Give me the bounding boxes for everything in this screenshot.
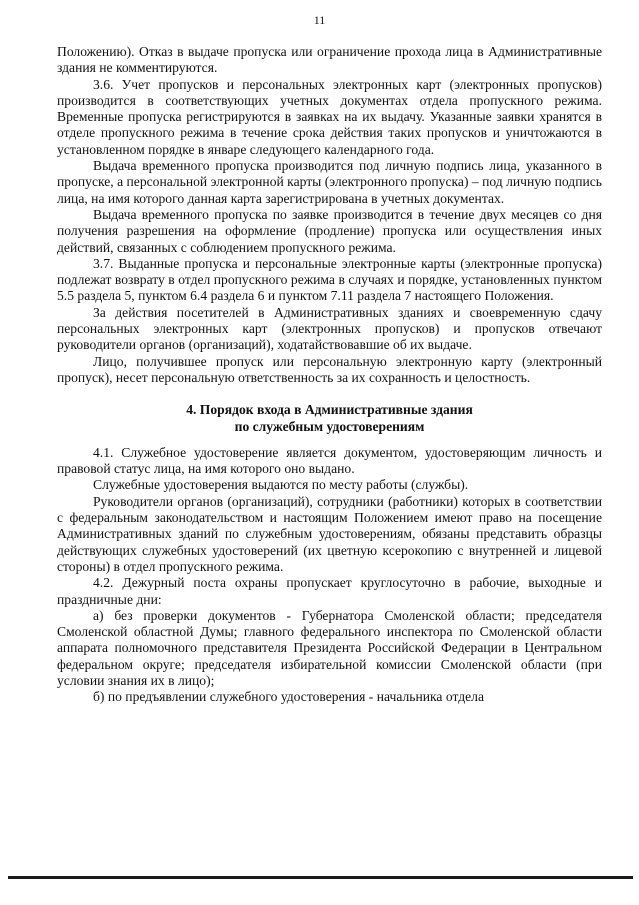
section-heading-line2: по служебным удостоверениям bbox=[234, 418, 425, 434]
paragraph: 4.1. Служебное удостоверение является документом, удостоверяющим личность и правовой статус лица, на имя которого оно выдано. bbox=[57, 444, 602, 477]
paragraph: б) по предъявлении служебного удостоверения - начальника отдела bbox=[93, 689, 484, 705]
paragraph: 4.2. Дежурный поста охраны пропускает круглосуточно в рабочие, выходные и праздничные дни: bbox=[57, 575, 602, 607]
paragraph: Выдача временного пропуска производится под личную подпись лица, указанного в пропуске, а персональной электронной карты (электронного пропуска) – под личную подпись лица, на имя которого данная карта зарегистрирована в учетных документах. bbox=[57, 158, 602, 206]
paragraph: Служебные удостоверения выдаются по месту работы (службы). bbox=[93, 477, 469, 493]
bottom-rule bbox=[8, 876, 633, 879]
section-heading-line1: 4. Порядок входа в Административные здания bbox=[186, 402, 473, 418]
page-number: 11 bbox=[313, 13, 326, 27]
paragraph: Лицо, получившее пропуск или персональную электронную карту (электронный пропуск), несет персональную ответственность за их сохранность и целостность. bbox=[57, 353, 602, 385]
paragraph: Положению). Отказ в выдаче пропуска или ограничение прохода лица в Административные здания не комментируются. bbox=[57, 44, 602, 76]
paragraph: Руководители органов (организаций), сотрудники (работники) которых в соответствии с федеральным законодательством и настоящим Положением имеют право на посещение Административных зданий по служебным удостоверениям, обязаны представить образцы действующих служебных удостоверений (их цветную ксерокопию с внутренней и лицевой стороны) в отдел пропускного режима. bbox=[57, 493, 602, 574]
paragraph: 3.7. Выданные пропуска и персональные электронные карты (электронные пропуска) подлежат возврату в отдел пропускного режима в случаях и порядке, установленных пунктом 5.5 раздела 5, пунктом 6.4 раздела 6 и пунктом 7.11 раздела 7 настоящего Положения. bbox=[57, 255, 602, 304]
paragraph: За действия посетителей в Административных зданиях и своевременную сдачу персональных электронных карт (электронных пропусков) и пропусков отвечают руководители органов (организаций), ходатайствовавшие об их выдаче. bbox=[57, 304, 602, 353]
document-body bbox=[57, 44, 602, 706]
paragraph: 3.6. Учет пропусков и персональных электронных карт (электронных пропусков) производится в соответствующих учетных документах отдела пропускного режима. Временные пропуска регистрируются в заявках на их выдачу. Указанные заявки хранятся в отделе пропускного режима в течение срока действия таких пропусков и уничтожаются в установленном порядке в январе следующего календарного года. bbox=[57, 76, 602, 157]
paragraph: а) без проверки документов - Губернатора Смоленской области; председателя Смоленской областной Думы; главного федерального инспектора по Смоленской области аппарата полномочного представителя Президента Российской Федерации в Центральном федеральном округе; председателя избирательной комиссии Смоленской области (при условии знания их в лицо); bbox=[57, 607, 602, 688]
paragraph: Выдача временного пропуска по заявке производится в течение двух месяцев со дня получения разрешения на оформление (продление) пропуска или осуществления иных действий, связанных с соблюдением пропускного режима. bbox=[57, 206, 602, 255]
section-heading bbox=[57, 402, 602, 435]
